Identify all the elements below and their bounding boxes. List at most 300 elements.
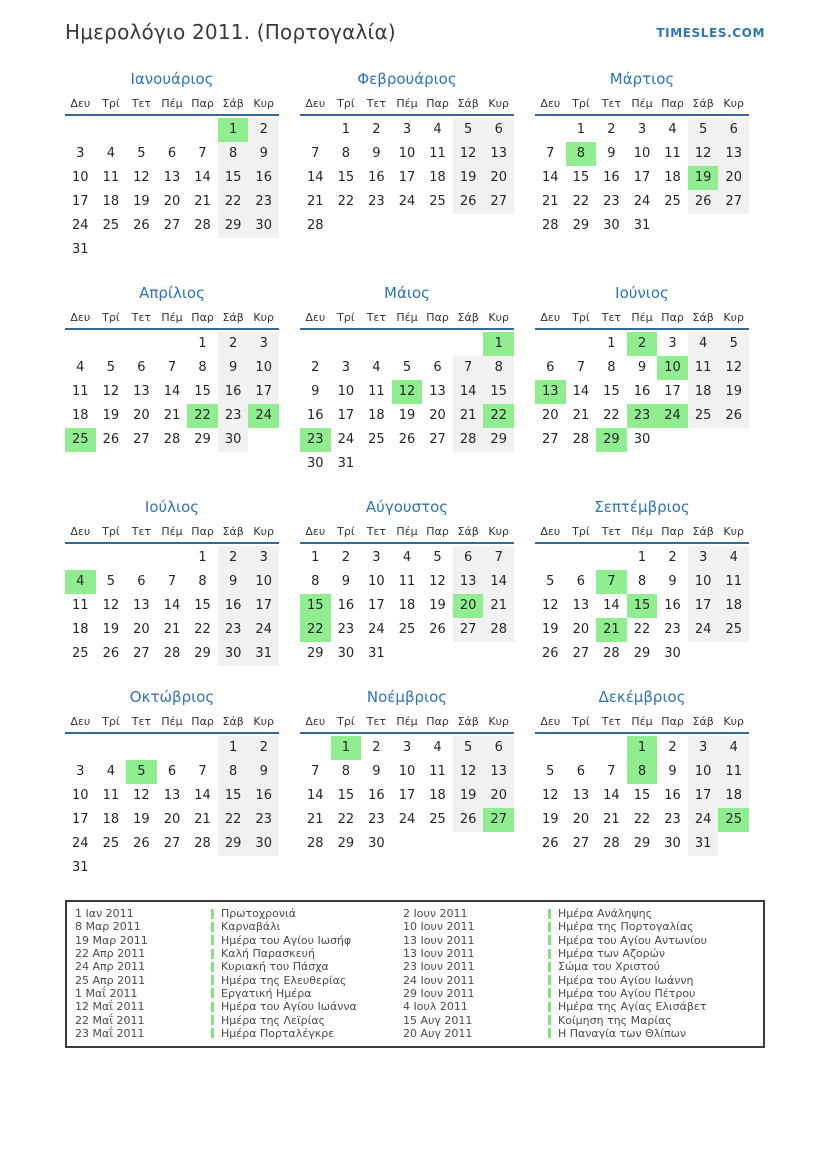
calendar-day: 16 bbox=[218, 594, 249, 618]
calendar-day: 22 bbox=[218, 808, 249, 832]
calendar-day: 28 bbox=[163, 646, 181, 661]
weekday-header: Τετ bbox=[601, 715, 622, 728]
weekday-header: Παρ bbox=[191, 715, 214, 728]
calendar-day: 30 bbox=[664, 836, 681, 851]
calendar-day-empty bbox=[248, 428, 279, 452]
calendar-day: 31 bbox=[337, 456, 355, 471]
calendar-day: 22 bbox=[633, 812, 651, 827]
calendar-day: 30 bbox=[633, 432, 651, 447]
month-title[interactable]: Ιανουάριος bbox=[130, 70, 214, 88]
calendar-day: 23 bbox=[368, 812, 385, 827]
calendar-day: 28 bbox=[307, 218, 324, 233]
calendar-day: 13 bbox=[453, 570, 484, 594]
calendar-day: 29 bbox=[194, 432, 211, 447]
month-title[interactable]: Απρίλιος bbox=[139, 284, 205, 302]
calendar-day-empty bbox=[566, 546, 597, 570]
calendar-day: 2 bbox=[248, 118, 279, 142]
days-grid bbox=[535, 332, 749, 452]
calendar-day: 31 bbox=[633, 218, 651, 233]
calendar-day-holiday: 24 bbox=[657, 404, 688, 428]
calendar-day: 4 bbox=[668, 122, 677, 137]
calendar-day-holiday: 21 bbox=[596, 618, 627, 642]
calendar-day: 17 bbox=[72, 812, 89, 827]
calendar-day: 2 bbox=[341, 550, 350, 565]
calendar-day: 10 bbox=[398, 764, 416, 779]
legend-holiday-name bbox=[211, 1014, 403, 1027]
calendar-day: 4 bbox=[433, 740, 442, 755]
calendar-day: 28 bbox=[542, 218, 559, 233]
month-title[interactable]: Ιούλιος bbox=[144, 498, 200, 516]
legend-marker-icon bbox=[548, 962, 551, 972]
legend-row bbox=[73, 947, 757, 960]
month-title[interactable]: Μάρτιος bbox=[609, 70, 675, 88]
month-title[interactable]: Νοέμβριος bbox=[366, 688, 448, 706]
calendar-day-holiday: 19 bbox=[688, 166, 719, 190]
month-block-1 bbox=[65, 70, 279, 262]
weekday-header-row bbox=[535, 95, 749, 113]
calendar-day: 3 bbox=[372, 550, 381, 565]
calendar-day-empty bbox=[453, 332, 484, 356]
calendar-day: 23 bbox=[664, 812, 681, 827]
calendar-day-empty bbox=[688, 214, 719, 238]
weekday-header: Παρ bbox=[191, 311, 214, 324]
legend-marker-icon bbox=[548, 949, 551, 959]
calendar-day: 15 bbox=[194, 384, 211, 399]
calendar-day: 17 bbox=[248, 594, 279, 618]
calendar-day: 20 bbox=[572, 812, 590, 827]
calendar-day: 16 bbox=[603, 170, 620, 185]
calendar-day: 13 bbox=[718, 142, 749, 166]
weekday-header: Κυρ bbox=[253, 715, 274, 728]
calendar-day: 18 bbox=[102, 194, 120, 209]
legend-marker-icon bbox=[211, 922, 214, 932]
calendar-day: 31 bbox=[368, 646, 385, 661]
calendar-day: 12 bbox=[542, 598, 559, 613]
calendar-day: 16 bbox=[368, 170, 385, 185]
legend-row bbox=[73, 907, 757, 920]
calendar-day: 9 bbox=[607, 146, 616, 161]
header-divider bbox=[300, 732, 514, 734]
calendar-day-empty bbox=[157, 856, 188, 880]
weekday-header: Τετ bbox=[601, 525, 622, 538]
weekday-header: Παρ bbox=[426, 715, 449, 728]
legend-name-text: Κοίμηση της Μαρίας bbox=[558, 1013, 672, 1027]
calendar-day-empty bbox=[187, 736, 218, 760]
calendar-day: 6 bbox=[718, 118, 749, 142]
calendar-day-empty bbox=[361, 332, 392, 356]
calendar-day-empty bbox=[187, 856, 218, 880]
calendar-day: 29 bbox=[572, 218, 590, 233]
brand-link[interactable]: TIMESLES.COM bbox=[656, 26, 765, 40]
calendar-day: 3 bbox=[668, 336, 677, 351]
calendar-day: 24 bbox=[72, 218, 89, 233]
calendar-day-holiday: 22 bbox=[483, 404, 514, 428]
legend-date: 1 Ιαν 2011 bbox=[75, 907, 134, 921]
legend-holiday-name bbox=[211, 907, 403, 920]
calendar-day: 28 bbox=[163, 432, 181, 447]
weekday-header: Παρ bbox=[661, 97, 684, 110]
calendar-day-holiday: 29 bbox=[596, 428, 627, 452]
calendar-day: 7 bbox=[167, 360, 177, 375]
calendar-day: 24 bbox=[688, 618, 719, 642]
calendar-day-empty bbox=[392, 332, 423, 356]
month-block-11 bbox=[300, 688, 514, 856]
calendar-day: 26 bbox=[453, 808, 484, 832]
calendar-day: 9 bbox=[218, 356, 249, 380]
calendar-day-empty bbox=[566, 332, 597, 356]
calendar-day-empty bbox=[535, 118, 566, 142]
calendar-day: 20 bbox=[163, 194, 181, 209]
calendar-day: 28 bbox=[603, 836, 620, 851]
legend-date: 2 Ιουν 2011 bbox=[403, 907, 468, 921]
calendar-day: 30 bbox=[368, 836, 385, 851]
calendar-day: 9 bbox=[248, 760, 279, 784]
calendar-day: 5 bbox=[688, 118, 719, 142]
calendar-day: 29 bbox=[194, 646, 211, 661]
calendar-day: 29 bbox=[633, 836, 651, 851]
weekday-header: Σάβ bbox=[222, 525, 244, 538]
calendar-day: 18 bbox=[368, 408, 385, 423]
calendar-day-holiday: 12 bbox=[392, 380, 423, 404]
calendar-day: 28 bbox=[572, 432, 590, 447]
calendar-day: 18 bbox=[718, 784, 749, 808]
calendar-day: 2 bbox=[218, 546, 249, 570]
calendar-day: 24 bbox=[398, 812, 416, 827]
calendar-day: 18 bbox=[664, 170, 681, 185]
legend-date: 22 Μαΐ 2011 bbox=[75, 1013, 145, 1027]
legend-marker-icon bbox=[211, 935, 214, 945]
calendar-day: 5 bbox=[433, 550, 442, 565]
calendar-day: 8 bbox=[218, 760, 249, 784]
calendar-day: 9 bbox=[218, 570, 249, 594]
calendar-day: 3 bbox=[248, 546, 279, 570]
legend-name-text: Καρναβάλι bbox=[221, 920, 281, 934]
calendar-day: 30 bbox=[218, 642, 249, 666]
month-title[interactable]: Δεκέμβριος bbox=[598, 688, 686, 706]
weekday-header: Τρί bbox=[102, 97, 120, 110]
calendar-day: 15 bbox=[337, 170, 355, 185]
calendar-day: 1 bbox=[198, 550, 207, 565]
legend-holiday-name bbox=[548, 987, 757, 1000]
legend-marker-icon bbox=[211, 909, 214, 919]
calendar-day: 12 bbox=[453, 142, 484, 166]
calendar-day: 2 bbox=[668, 550, 677, 565]
calendar-day: 14 bbox=[453, 380, 484, 404]
calendar-day-holiday: 7 bbox=[596, 570, 627, 594]
calendar-day: 24 bbox=[72, 836, 89, 851]
legend-name-text: Καλή Παρασκευή bbox=[221, 947, 315, 961]
calendar-day: 6 bbox=[546, 360, 555, 375]
weekday-header: Τετ bbox=[601, 311, 622, 324]
calendar-day: 27 bbox=[572, 646, 590, 661]
calendar-day: 19 bbox=[453, 166, 484, 190]
calendar-day: 14 bbox=[483, 570, 514, 594]
calendar-day: 21 bbox=[572, 408, 590, 423]
calendar-day: 7 bbox=[198, 146, 207, 161]
weekday-header: Σάβ bbox=[457, 525, 479, 538]
calendar-day: 14 bbox=[163, 384, 181, 399]
calendar-day-empty bbox=[718, 214, 749, 238]
calendar-day: 4 bbox=[688, 332, 719, 356]
calendar-day: 27 bbox=[572, 836, 590, 851]
calendar-day: 30 bbox=[664, 646, 681, 661]
weekday-header: Τρί bbox=[102, 525, 120, 538]
month-title[interactable]: Σεπτέμβριος bbox=[594, 498, 690, 516]
calendar-day: 19 bbox=[429, 598, 446, 613]
calendar-day: 18 bbox=[718, 594, 749, 618]
calendar-day: 21 bbox=[194, 812, 211, 827]
calendar-day: 14 bbox=[307, 170, 324, 185]
calendar-day: 18 bbox=[72, 408, 89, 423]
calendar-day: 21 bbox=[194, 194, 211, 209]
calendar-day-empty bbox=[248, 238, 279, 262]
legend-date: 12 Μαΐ 2011 bbox=[75, 1000, 145, 1014]
weekday-header: Παρ bbox=[661, 525, 684, 538]
weekday-header: Τρί bbox=[572, 715, 590, 728]
calendar-day: 29 bbox=[337, 836, 355, 851]
weekday-header: Δευ bbox=[540, 525, 561, 538]
calendar-day: 15 bbox=[603, 384, 620, 399]
calendar-day: 12 bbox=[542, 788, 559, 803]
calendar-day: 8 bbox=[311, 574, 320, 589]
legend-date: 13 Ιουν 2011 bbox=[403, 947, 475, 961]
legend-date: 13 Ιουν 2011 bbox=[403, 933, 475, 947]
month-title[interactable]: Ιούνιος bbox=[615, 284, 669, 302]
weekday-header: Τετ bbox=[366, 525, 387, 538]
calendar-day: 15 bbox=[572, 170, 590, 185]
weekday-header: Τετ bbox=[131, 311, 152, 324]
days-grid bbox=[300, 332, 514, 476]
calendar-day-empty bbox=[718, 428, 749, 452]
calendar-day: 9 bbox=[668, 764, 677, 779]
header-divider bbox=[65, 732, 279, 734]
calendar-day: 31 bbox=[72, 242, 89, 257]
calendar-day: 5 bbox=[453, 736, 484, 760]
weekday-header-row bbox=[300, 523, 514, 541]
calendar-day: 6 bbox=[137, 574, 146, 589]
days-grid bbox=[300, 118, 514, 238]
month-block-5 bbox=[300, 284, 514, 476]
calendar-day: 16 bbox=[248, 166, 279, 190]
calendar-day: 18 bbox=[102, 812, 120, 827]
calendar-day-empty bbox=[126, 118, 157, 142]
weekday-header-row bbox=[300, 713, 514, 731]
header-divider bbox=[300, 114, 514, 116]
calendar-day: 2 bbox=[607, 122, 616, 137]
calendar-day: 19 bbox=[102, 408, 120, 423]
calendar-day-empty bbox=[157, 546, 188, 570]
legend-holiday-name bbox=[211, 974, 403, 987]
calendar-day-empty bbox=[65, 736, 96, 760]
calendar-day: 15 bbox=[633, 788, 651, 803]
legend-row bbox=[73, 1013, 757, 1026]
calendar-day: 9 bbox=[668, 574, 677, 589]
calendar-day: 26 bbox=[688, 190, 719, 214]
calendar-day-empty bbox=[361, 452, 392, 476]
calendar-day: 19 bbox=[102, 622, 120, 637]
calendar-day-holiday: 25 bbox=[718, 808, 749, 832]
calendar-day: 2 bbox=[372, 122, 381, 137]
calendar-day: 11 bbox=[368, 384, 385, 399]
calendar-day: 26 bbox=[453, 190, 484, 214]
calendar-day: 13 bbox=[483, 142, 514, 166]
legend-date: 23 Μαΐ 2011 bbox=[75, 1026, 145, 1040]
days-grid bbox=[65, 736, 279, 880]
calendar-day: 13 bbox=[163, 170, 181, 185]
legend-date: 15 Αυγ 2011 bbox=[403, 1013, 473, 1027]
month-title[interactable]: Αύγουστος bbox=[365, 498, 449, 516]
calendar-day: 5 bbox=[718, 332, 749, 356]
calendar-day-empty bbox=[657, 428, 688, 452]
calendar-day-holiday: 10 bbox=[657, 356, 688, 380]
calendar-day: 26 bbox=[718, 404, 749, 428]
calendar-day-empty bbox=[392, 832, 423, 856]
weekday-header: Σάβ bbox=[457, 715, 479, 728]
calendar-day: 27 bbox=[133, 432, 150, 447]
calendar-day: 8 bbox=[341, 146, 350, 161]
calendar-day: 20 bbox=[133, 408, 150, 423]
calendar-day: 9 bbox=[311, 384, 320, 399]
legend-marker-icon bbox=[211, 962, 214, 972]
weekday-header: Σάβ bbox=[692, 311, 714, 324]
legend-marker-icon bbox=[548, 1002, 551, 1012]
weekday-header-row bbox=[65, 95, 279, 113]
calendar-day-empty bbox=[422, 642, 453, 666]
legend-name-text: Η Παναγία των Θλίπων bbox=[558, 1026, 687, 1040]
calendar-day-holiday: 15 bbox=[627, 594, 658, 618]
weekday-header: Δευ bbox=[305, 715, 326, 728]
weekday-header: Σάβ bbox=[457, 97, 479, 110]
calendar-day: 30 bbox=[218, 428, 249, 452]
calendar-day: 7 bbox=[453, 356, 484, 380]
legend-holiday-name bbox=[211, 920, 403, 933]
months-grid bbox=[65, 70, 765, 880]
legend-holiday-name bbox=[548, 934, 757, 947]
legend-date: 24 Ιουν 2011 bbox=[403, 973, 475, 987]
legend-date: 19 Μαρ 2011 bbox=[75, 933, 148, 947]
calendar-day: 4 bbox=[372, 360, 381, 375]
calendar-day-holiday: 1 bbox=[483, 332, 514, 356]
calendar-day-empty bbox=[218, 238, 249, 262]
calendar-day: 28 bbox=[194, 218, 211, 233]
month-title[interactable]: Οκτώβριος bbox=[129, 688, 215, 706]
calendar-day: 19 bbox=[133, 812, 150, 827]
calendar-day-holiday: 15 bbox=[300, 594, 331, 618]
calendar-day-empty bbox=[566, 736, 597, 760]
month-title[interactable]: Μάιος bbox=[384, 284, 430, 302]
holiday-legend bbox=[65, 900, 765, 1048]
legend-date: 24 Απρ 2011 bbox=[75, 960, 146, 974]
calendar-day: 11 bbox=[429, 764, 446, 779]
calendar-day-empty bbox=[453, 214, 484, 238]
calendar-day-empty bbox=[483, 832, 514, 856]
weekday-header: Κυρ bbox=[488, 311, 509, 324]
calendar-day: 28 bbox=[307, 836, 324, 851]
month-block-4 bbox=[65, 284, 279, 452]
calendar-day-empty bbox=[65, 332, 96, 356]
legend-date: 10 Ιουν 2011 bbox=[403, 920, 475, 934]
weekday-header: Τρί bbox=[102, 715, 120, 728]
weekday-header: Τρί bbox=[572, 525, 590, 538]
legend-marker-icon bbox=[548, 922, 551, 932]
calendar-day: 25 bbox=[102, 836, 120, 851]
calendar-day: 5 bbox=[546, 574, 555, 589]
calendar-day: 5 bbox=[106, 360, 115, 375]
calendar-day: 30 bbox=[337, 646, 355, 661]
legend-holiday-name bbox=[548, 1027, 757, 1040]
calendar-day: 28 bbox=[603, 646, 620, 661]
month-title[interactable]: Φεβρουάριος bbox=[357, 70, 457, 88]
month-block-9 bbox=[535, 498, 749, 666]
calendar-day-empty bbox=[187, 118, 218, 142]
calendar-day-empty bbox=[392, 642, 423, 666]
calendar-day: 10 bbox=[368, 574, 385, 589]
legend-name-text: Ημέρα του Αγίου Ιωάννα bbox=[221, 1000, 357, 1014]
calendar-day-empty bbox=[361, 214, 392, 238]
calendar-day: 6 bbox=[453, 546, 484, 570]
calendar-day: 22 bbox=[194, 622, 211, 637]
calendar-day: 22 bbox=[603, 408, 620, 423]
weekday-header: Πέμ bbox=[161, 311, 183, 324]
calendar-day: 1 bbox=[341, 122, 350, 137]
calendar-day: 31 bbox=[688, 832, 719, 856]
weekday-header: Κυρ bbox=[723, 311, 744, 324]
calendar-day: 16 bbox=[664, 598, 681, 613]
calendar-day-empty bbox=[126, 546, 157, 570]
calendar-day: 26 bbox=[542, 646, 559, 661]
calendar-day: 4 bbox=[433, 122, 442, 137]
calendar-day: 6 bbox=[433, 360, 442, 375]
calendar-day: 19 bbox=[718, 380, 749, 404]
calendar-day: 11 bbox=[398, 574, 416, 589]
calendar-day: 17 bbox=[633, 170, 651, 185]
weekday-header: Τρί bbox=[337, 525, 355, 538]
weekday-header: Τετ bbox=[131, 97, 152, 110]
calendar-day-empty bbox=[96, 238, 127, 262]
weekday-header: Τρί bbox=[572, 97, 590, 110]
legend-date: 4 Ιουλ 2011 bbox=[403, 1000, 468, 1014]
header-divider bbox=[65, 328, 279, 330]
weekday-header: Τρί bbox=[337, 715, 355, 728]
calendar-day: 24 bbox=[248, 618, 279, 642]
calendar-day: 30 bbox=[307, 456, 324, 471]
calendar-day: 15 bbox=[337, 788, 355, 803]
weekday-header: Σάβ bbox=[222, 311, 244, 324]
weekday-header: Δευ bbox=[70, 97, 91, 110]
calendar-day: 5 bbox=[453, 118, 484, 142]
calendar-day: 24 bbox=[398, 194, 416, 209]
calendar-day: 17 bbox=[688, 784, 719, 808]
calendar-day: 8 bbox=[198, 574, 207, 589]
days-grid bbox=[65, 332, 279, 452]
calendar-day: 4 bbox=[76, 360, 85, 375]
calendar-day: 21 bbox=[483, 594, 514, 618]
calendar-day: 4 bbox=[106, 764, 115, 779]
calendar-day: 17 bbox=[688, 594, 719, 618]
calendar-day: 23 bbox=[248, 190, 279, 214]
weekday-header: Τετ bbox=[131, 525, 152, 538]
legend-marker-icon bbox=[548, 1028, 551, 1038]
calendar-day-empty bbox=[218, 856, 249, 880]
calendar-day: 11 bbox=[688, 356, 719, 380]
weekday-header: Πέμ bbox=[631, 715, 653, 728]
weekday-header: Κυρ bbox=[723, 715, 744, 728]
weekday-header: Τετ bbox=[601, 97, 622, 110]
calendar-day: 9 bbox=[372, 764, 381, 779]
calendar-day: 30 bbox=[248, 214, 279, 238]
calendar-day: 26 bbox=[133, 836, 150, 851]
calendar-day: 26 bbox=[102, 646, 120, 661]
